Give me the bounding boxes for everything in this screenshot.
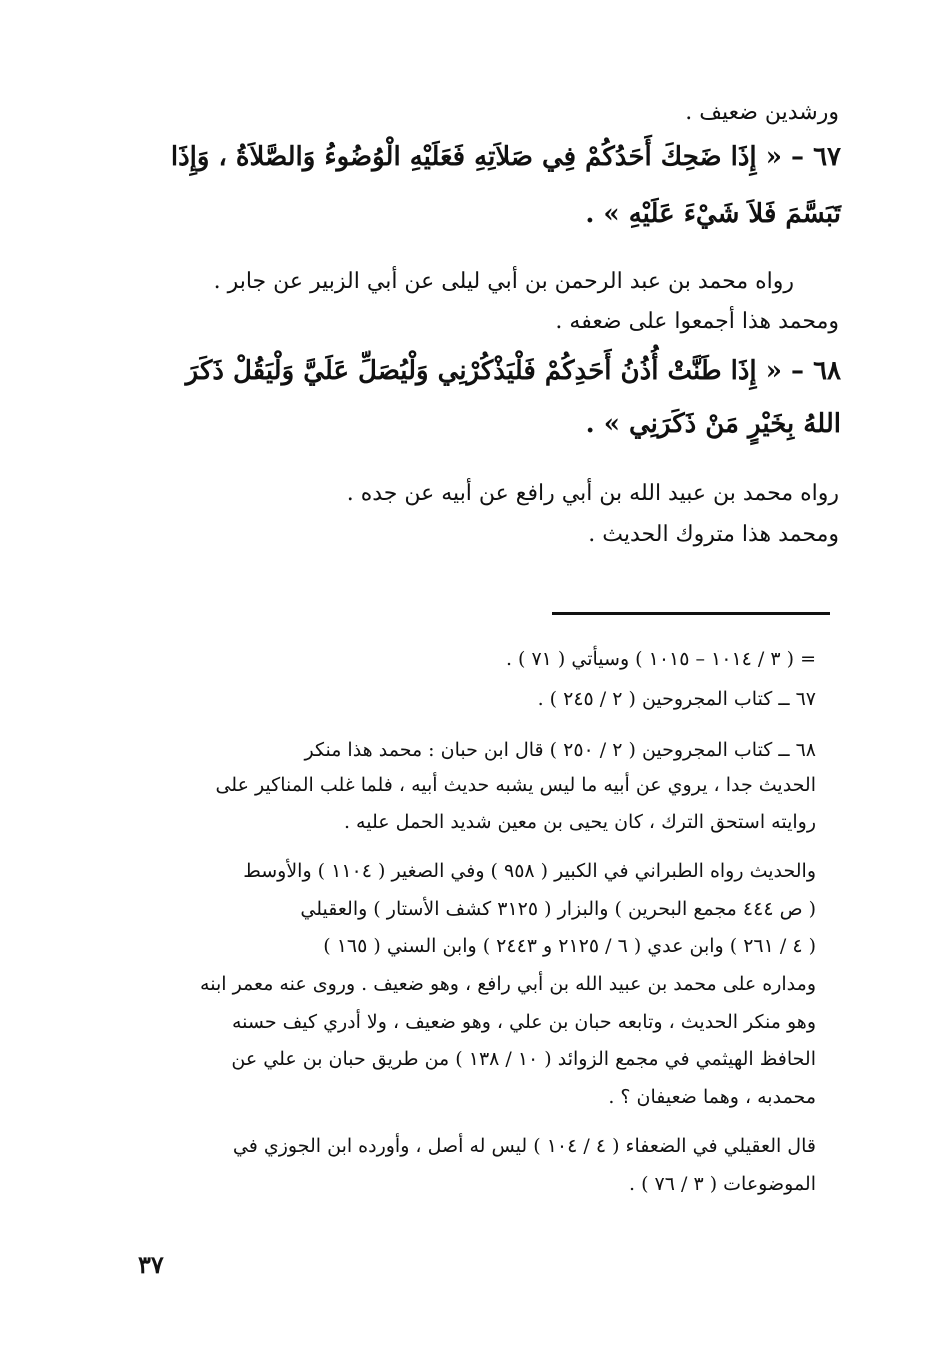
page-number: ٣٧	[138, 1250, 164, 1279]
footnote-line-1: = ( ٣ / ١٠١٤ – ١٠١٥ ) وسيأتي ( ٧١ ) .	[505, 648, 816, 670]
footnote-line-4: الحديث جدا ، يروي عن أبيه ما ليس يشبه حديث أبيه ، فلما غلب المناكير على	[215, 774, 816, 796]
main-line-5: ومحمد هذا أجمعوا على ضعفه .	[555, 309, 839, 334]
main-line-1: ورشدين ضعيف .	[685, 100, 839, 125]
footnote-line-13: قال العقيلي في الضعفاء ( ٤ / ١٠٤ ) ليس له أصل ، وأورده ابن الجوزي في	[232, 1135, 816, 1157]
main-line-4: رواه محمد بن عبد الرحمن بن أبي ليلى عن أبي الزبير عن جابر .	[213, 269, 794, 294]
hadith-67-line-2: تَبَسَّمَ فَلاَ شَيْءَ عَلَيْهِ » .	[585, 199, 841, 229]
footnote-line-2: ٦٧ ــ كتاب المجروحين ( ٢ / ٢٤٥ ) .	[537, 688, 816, 710]
main-line-9: ومحمد هذا متروك الحديث .	[588, 522, 839, 547]
main-line-8: رواه محمد بن عبيد الله بن أبي رافع عن أبيه عن جده .	[346, 481, 839, 506]
footnote-separator	[552, 612, 830, 615]
footnote-line-7: ( ص ٤٤٤ مجمع البحرين ) والبزار ( ٣١٢٥ كشف الأستار ) والعقيلي	[300, 898, 816, 920]
footnote-line-12: محمدبه ، وهما ضعيفان ؟ .	[608, 1086, 816, 1108]
footnote-line-10: وهو منكر الحديث ، وتابعه حبان بن علي ، وهو ضعيف ، ولا أدري كيف حسنه	[231, 1011, 816, 1033]
footnote-line-6: والحديث رواه الطبراني في الكبير ( ٩٥٨ ) وفي الصغير ( ١١٠٤ ) والأوسط	[243, 860, 816, 882]
footnote-line-14: الموضوعات ( ٣ / ٧٦ ) .	[629, 1173, 816, 1195]
hadith-68-line-2: اللهُ بِخَيْرٍ مَنْ ذَكَرَنِي » .	[585, 409, 841, 439]
footnote-line-3: ٦٨ ــ كتاب المجروحين ( ٢ / ٢٥٠ ) قال ابن حبان : محمد هذا منكر	[304, 739, 816, 761]
footnote-line-11: الحافظ الهيثمي في مجمع الزوائد ( ١٠ / ١٣٨ ) من طريق حبان بن علي عن	[231, 1048, 816, 1070]
footnote-line-8: ( ٤ / ٢٦١ ) وابن عدي ( ٦ / ٢١٢٥ و ٢٤٤٣ ) وابن السني ( ١٦٥ )	[323, 935, 816, 957]
footnote-line-9: ومداره على محمد بن عبيد الله بن أبي رافع ، وهو ضعيف . وروى عنه معمر ابنه	[200, 973, 816, 995]
footnote-line-5: روايته استحق الترك ، كان يحيى بن معين شديد الحمل عليه .	[343, 811, 816, 833]
hadith-68-line-1: ٦٨ – « إِذَا طَنَّتْ أُذُنُ أَحَدِكُمْ فَلْيَذْكُرْنِي وَلْيُصَلِّ عَلَيَّ وَلْيَقُلْ ذَكَرَ	[185, 356, 841, 386]
hadith-67-line-1: ٦٧ – « إِذَا ضَحِكَ أَحَدُكُمْ فِي صَلاَتِهِ فَعَلَيْهِ الْوُضُوءُ وَالصَّلاَةُ ، وَإِذَا	[170, 142, 841, 172]
